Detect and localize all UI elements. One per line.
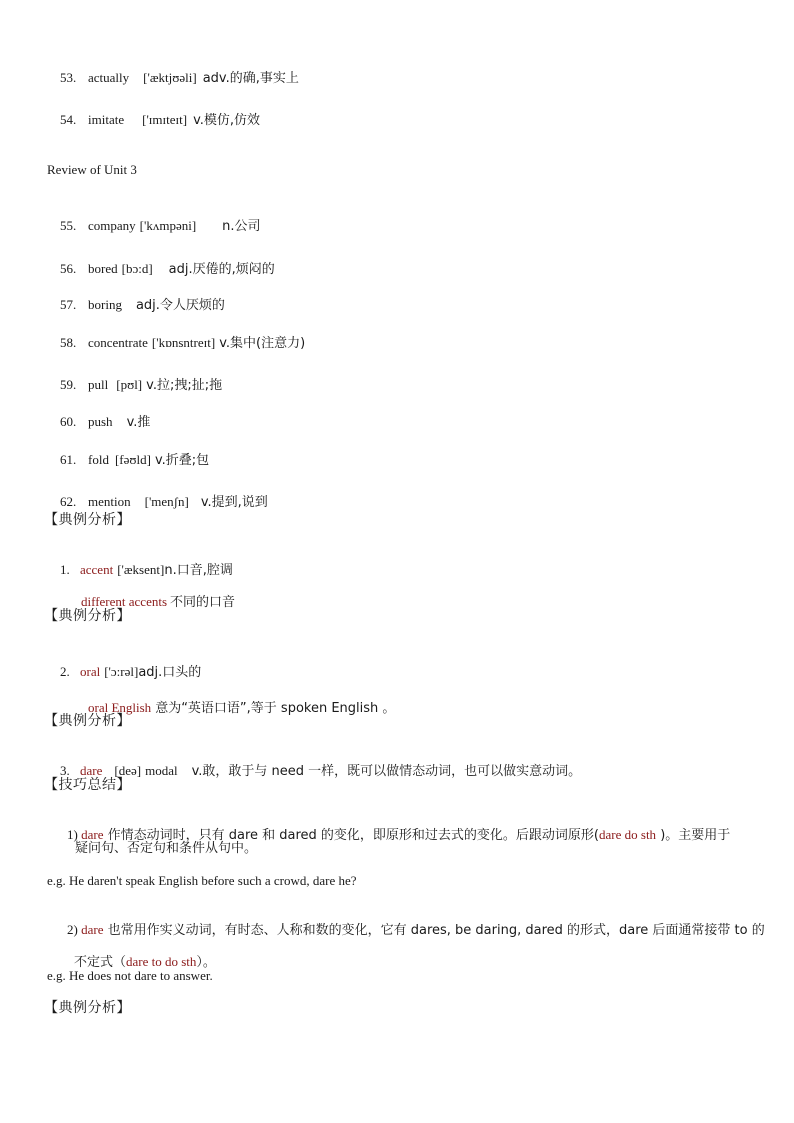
tip-text: 作情态动词时，只有 dare 和 dared 的变化，即原形和过去式的变化。后跟动词原形(: [103, 828, 600, 843]
example-word: accent: [80, 562, 114, 577]
section-header: 【典例分析】: [44, 512, 131, 528]
vocab-word: imitate: [88, 112, 125, 127]
vocab-ipa: [pʊl]: [116, 377, 143, 392]
vocab-ipa: [fəʊld]: [114, 452, 151, 467]
tip-text: 也常用作实义动词，有时态、人称和数的变化，它有 dares, be daring, dared 的形式，dare 后面通常接带 to 的: [103, 923, 765, 938]
item-number: 53.: [60, 70, 77, 85]
item-number: 61.: [60, 452, 77, 467]
vocab-word: fold: [88, 452, 109, 467]
example-ipa: ['æksent]: [117, 562, 165, 577]
item-number: 56.: [60, 261, 77, 276]
vocab-word: concentrate: [88, 335, 148, 350]
review-title: Review of Unit 3: [47, 162, 137, 177]
section-header: 【典例分析】: [44, 608, 131, 624]
vocab-definition: v.折叠;包: [154, 453, 210, 468]
vocab-definition: v.集中(注意力): [219, 336, 306, 351]
item-number: 54.: [60, 112, 77, 127]
item-number: 55.: [60, 218, 77, 233]
example-word: dare: [80, 763, 103, 778]
example-modal: modal: [145, 763, 178, 778]
vocab-definition: v.推: [126, 415, 151, 430]
tip-1-continued: 疑问句、否定句和条件从句中。: [75, 841, 258, 856]
tip-word: dare: [81, 922, 104, 937]
tip-highlight: dare to do sth: [126, 954, 197, 969]
vocab-ipa: ['ɪmɪteɪt]: [142, 112, 188, 127]
vocab-ipa: ['kɒnsntreɪt]: [151, 335, 216, 350]
vocab-definition: v.提到,说到: [200, 495, 268, 510]
item-number: 1.: [60, 562, 70, 577]
tip-word: dare: [81, 827, 104, 842]
example-definition: n.口音,腔调: [164, 563, 233, 578]
tip-text: ）。: [196, 955, 216, 970]
vocab-ipa: ['æktjʊəli]: [143, 70, 197, 85]
item-number: 57.: [60, 297, 77, 312]
vocab-ipa: ['menʃn]: [144, 494, 189, 509]
tip-1-example: e.g. He daren't speak English before such a crowd, dare he?: [47, 873, 357, 888]
tip-text: )。主要用于: [656, 828, 731, 843]
item-number: 3.: [60, 763, 70, 778]
vocab-definition: v.模仿,仿效: [193, 113, 261, 128]
tip-highlight: dare do sth: [599, 827, 657, 842]
vocab-definition: n.公司: [222, 219, 261, 234]
example-ipa: [deə]: [114, 763, 142, 778]
phrase-translation: 意为“英语口语”,等于 spoken English 。: [155, 701, 396, 716]
item-number: 60.: [60, 414, 77, 429]
example-definition: adj.口头的: [138, 665, 202, 680]
section-header: 【典例分析】: [44, 1000, 131, 1016]
section-header: 【典例分析】: [44, 713, 131, 729]
vocab-word: bored: [88, 261, 118, 276]
phrase-text: oral English: [88, 700, 152, 715]
phrase-text: different accents: [81, 594, 168, 609]
tips-header: 【技巧总结】: [44, 777, 131, 793]
vocab-definition: adj.令人厌烦的: [135, 298, 225, 313]
vocab-word: actually: [88, 70, 130, 85]
vocab-item-54: [47, 93, 260, 148]
item-number: 62.: [60, 494, 77, 509]
item-number: 59.: [60, 377, 77, 392]
vocab-word: pull: [88, 377, 109, 392]
phrase-translation: 不同的口音: [170, 595, 236, 610]
item-number: 2.: [60, 664, 70, 679]
example-ipa: ['ɔ:rəl]: [104, 664, 139, 679]
vocab-ipa: ['kʌmpəni]: [139, 218, 197, 233]
tip-2-example: e.g. He does not dare to answer.: [47, 968, 213, 983]
tip-number: 2): [67, 922, 82, 937]
vocab-definition: adv.的确,事实上: [202, 71, 299, 86]
vocab-definition: adj.厌倦的,烦闷的: [168, 262, 275, 277]
example-definition: v.敢，敢于与 need 一样，既可以做情态动词，也可以做实意动词。: [191, 764, 582, 779]
vocab-ipa: [bɔ:d]: [121, 261, 153, 276]
tip-text: 不定式（: [74, 955, 127, 970]
tip-number: 1): [67, 827, 82, 842]
vocab-definition: v.拉;拽;扯;拖: [146, 378, 223, 393]
vocab-word: company: [88, 218, 136, 233]
vocab-word: mention: [88, 494, 131, 509]
vocab-word: push: [88, 414, 113, 429]
example-word: oral: [80, 664, 101, 679]
vocab-word: boring: [88, 297, 122, 312]
item-number: 58.: [60, 335, 77, 350]
